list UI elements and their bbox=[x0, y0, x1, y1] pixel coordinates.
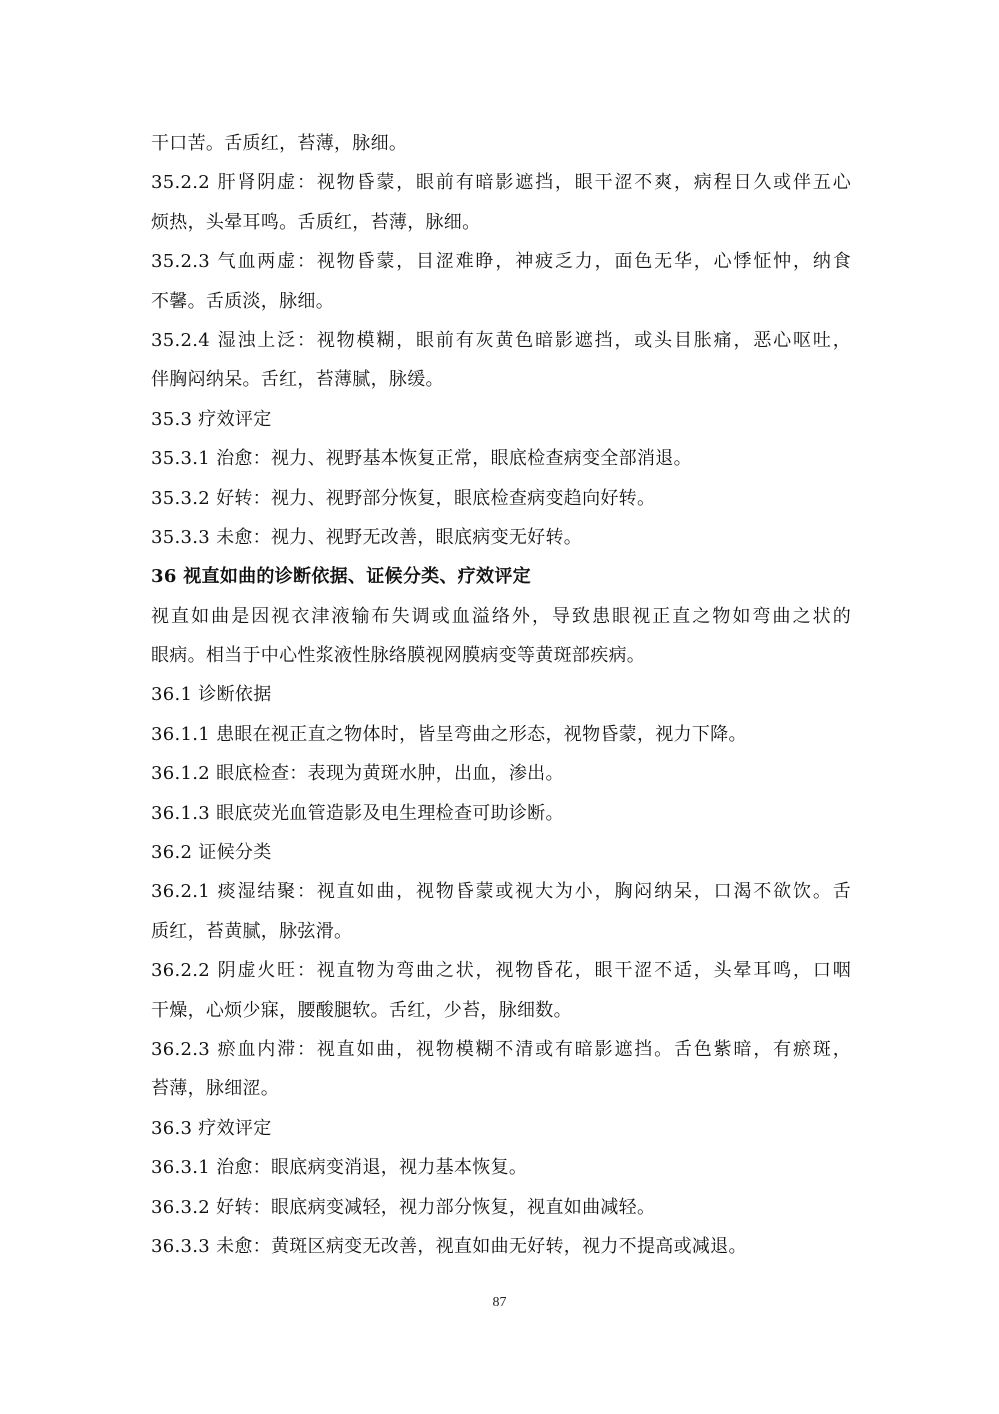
subsection-heading: 36.2 证候分类 bbox=[151, 842, 272, 864]
text-line: 36.3.1 治愈：眼底病变消退，视力基本恢复。 bbox=[151, 1157, 528, 1179]
text-line: 眼病。相当于中心性浆液性脉络膜视网膜病变等黄斑部疾病。 bbox=[151, 645, 646, 667]
text-line: 36.3.3 未愈：黄斑区病变无改善，视直如曲无好转，视力不提高或减退。 bbox=[151, 1235, 747, 1257]
subsection-heading: 36.1 诊断依据 bbox=[151, 684, 272, 706]
text-line: 35.2.4 湿浊上泛：视物模糊，眼前有灰黄色暗影遮挡，或头目胀痛，恶心呕吐， bbox=[151, 329, 851, 351]
text-line: 35.3.2 好转：视力、视野部分恢复，眼底检查病变趋向好转。 bbox=[151, 487, 656, 509]
text-line: 36.3.2 好转：眼底病变减轻，视力部分恢复，视直如曲减轻。 bbox=[151, 1196, 656, 1218]
text-line: 干口苦。舌质红，苔薄，脉细。 bbox=[151, 133, 408, 154]
text-line: 苔薄，脉细涩。 bbox=[151, 1078, 280, 1100]
body-text bbox=[151, 124, 851, 1266]
text-line: 质红，苔黄腻，脉弦滑。 bbox=[151, 920, 353, 942]
subsection-heading: 36.3 疗效评定 bbox=[151, 1117, 272, 1139]
text-line: 35.3.3 未愈：视力、视野无改善，眼底病变无好转。 bbox=[151, 526, 583, 548]
text-line: 36.2.1 痰湿结聚：视直如曲，视物昏蒙或视大为小，胸闷纳呆，口渴不欲饮。舌 bbox=[151, 881, 851, 903]
text-line: 干燥，心烦少寐，腰酸腿软。舌红，少苔，脉细数。 bbox=[151, 999, 572, 1021]
subsection-heading: 35.3 疗效评定 bbox=[151, 408, 272, 430]
text-line: 视直如曲是因视衣津液输布失调或血溢络外，导致患眼视正直之物如弯曲之状的 bbox=[151, 605, 851, 627]
text-line: 36.1.2 眼底检查：表现为黄斑水肿，出血，渗出。 bbox=[151, 763, 564, 785]
section-heading: 36 视直如曲的诊断依据、证候分类、疗效评定 bbox=[151, 566, 531, 588]
text-line: 36.2.2 阴虚火旺：视直物为弯曲之状，视物昏花，眼干涩不适，头晕耳鸣，口咽 bbox=[151, 960, 851, 982]
text-line: 不馨。舌质淡，脉细。 bbox=[151, 290, 334, 312]
page-number: 87 bbox=[492, 1295, 507, 1310]
text-line: 35.3.1 治愈：视力、视野基本恢复正常，眼底检查病变全部消退。 bbox=[151, 448, 692, 470]
text-line: 烦热，头晕耳鸣。舌质红，苔薄，脉细。 bbox=[151, 211, 481, 233]
text-line: 35.2.2 肝肾阴虚：视物昏蒙，眼前有暗影遮挡，眼干涩不爽，病程日久或伴五心 bbox=[151, 172, 851, 194]
text-line: 伴胸闷纳呆。舌红，苔薄腻，脉缓。 bbox=[151, 369, 444, 391]
text-line: 35.2.3 气血两虚：视物昏蒙，目涩难睁，神疲乏力，面色无华，心悸怔忡，纳食 bbox=[151, 251, 851, 273]
text-line: 36.1.3 眼底荧光血管造影及电生理检查可助诊断。 bbox=[151, 802, 564, 824]
text-line: 36.1.1 患眼在视正直之物体时，皆呈弯曲之形态，视物昏蒙，视力下降。 bbox=[151, 723, 747, 745]
text-line: 36.2.3 瘀血内滞：视直如曲，视物模糊不清或有暗影遮挡。舌色紫暗，有瘀斑， bbox=[151, 1038, 851, 1060]
